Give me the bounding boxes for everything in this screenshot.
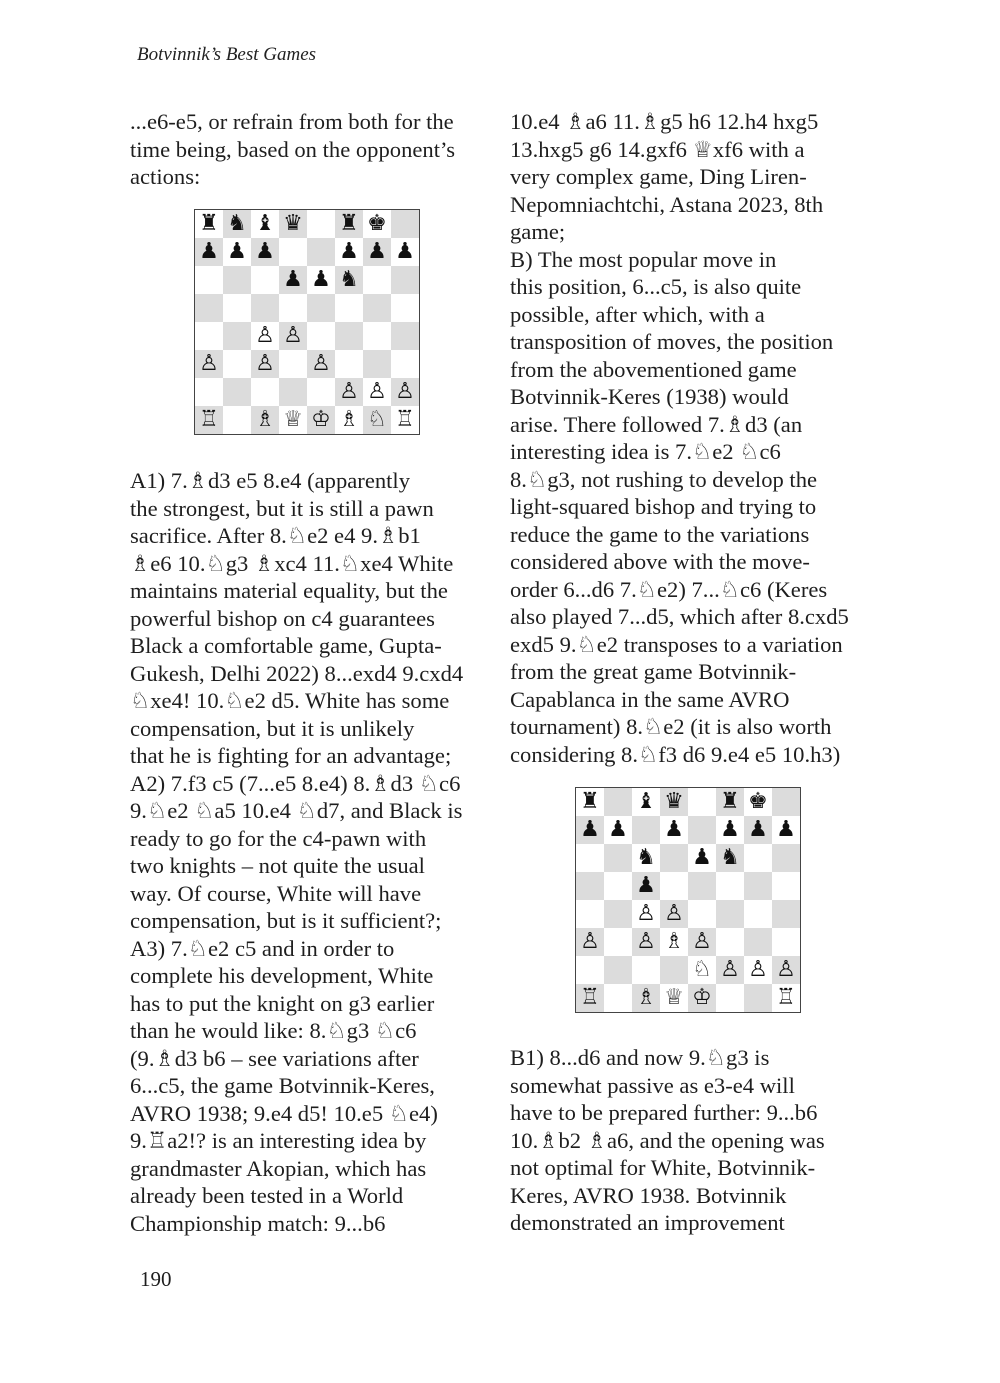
- square-b2: [223, 378, 251, 406]
- square-d8: ♛: [660, 788, 688, 816]
- text-line: A3) 7.♘e2 c5 and in order to: [130, 935, 395, 961]
- square-e6: ♟: [688, 844, 716, 872]
- text-line: Capablanca in the same AVRO: [510, 686, 790, 712]
- text-line: light-squared bishop and trying to: [510, 494, 817, 519]
- square-f4: [335, 322, 363, 350]
- text-line: powerful bishop on c4 guarantees: [130, 605, 435, 631]
- square-d3: ♗: [660, 928, 688, 956]
- square-d7: ♟: [660, 816, 688, 844]
- text-line: ...e6-e5, or refrain from both for the: [130, 109, 454, 134]
- square-c4: ♙: [632, 900, 660, 928]
- square-a6: [195, 266, 223, 294]
- right-column: [510, 108, 872, 768]
- square-g7: ♟: [744, 816, 772, 844]
- square-d2: [279, 378, 307, 406]
- square-f6: ♞: [716, 844, 744, 872]
- text-line: (9.♗d3 b6 – see variations after: [130, 1045, 419, 1071]
- text-line: reduce the game to the variations: [510, 521, 810, 547]
- text-line: way. Of course, White will have: [130, 880, 422, 906]
- square-f2: ♙: [716, 956, 744, 984]
- square-c3: ♙: [251, 350, 279, 378]
- square-h8: [772, 788, 800, 816]
- square-f1: [716, 984, 744, 1012]
- text-line: time being, based on the opponent’s: [130, 136, 456, 162]
- text-line: compensation, but is it sufficient?;: [130, 908, 442, 933]
- left-body-text: [130, 467, 492, 1237]
- square-c2: [251, 378, 279, 406]
- square-h1: ♖: [391, 406, 419, 434]
- square-d4: ♙: [279, 322, 307, 350]
- square-d1: ♕: [660, 984, 688, 1012]
- right-body-text: [510, 108, 872, 768]
- square-c1: ♗: [251, 406, 279, 434]
- square-e3: ♙: [307, 350, 335, 378]
- square-g5: [744, 872, 772, 900]
- square-c1: ♗: [632, 984, 660, 1012]
- square-g2: ♙: [363, 378, 391, 406]
- square-g7: ♟: [363, 238, 391, 266]
- running-head: Botvinnik’s Best Games: [137, 44, 317, 65]
- text-line: B1) 8...d6 and now 9.♘g3 is: [510, 1045, 770, 1070]
- text-line: 9.♘e2 ♘a5 10.e4 ♘d7, and Black is: [130, 798, 463, 823]
- square-d5: [660, 872, 688, 900]
- text-line: Keres, AVRO 1938. Botvinnik: [510, 1182, 787, 1208]
- square-f7: ♟: [335, 238, 363, 266]
- square-g4: [363, 322, 391, 350]
- square-a2: [576, 956, 604, 984]
- square-f4: [716, 900, 744, 928]
- text-line: this position, 6...c5, is also quite: [510, 274, 802, 299]
- text-line: 10.e4 ♗a6 11.♗g5 h6 12.h4 hxg5: [510, 109, 819, 134]
- square-a7: ♟: [195, 238, 223, 266]
- square-h3: [391, 350, 419, 378]
- square-f3: [716, 928, 744, 956]
- square-a7: ♟: [576, 816, 604, 844]
- text-line: from the great game Botvinnik-: [510, 659, 797, 684]
- square-h8: [391, 210, 419, 238]
- square-a8: ♜: [576, 788, 604, 816]
- text-line: not optimal for White, Botvinnik-: [510, 1155, 816, 1180]
- square-e4: [688, 900, 716, 928]
- square-a6: [576, 844, 604, 872]
- text-line: order 6...d6 7.♘e2) 7...♘c6 (Keres: [510, 576, 828, 602]
- text-line: than he would like: 8.♘g3 ♘c6: [130, 1018, 417, 1043]
- square-e4: [307, 322, 335, 350]
- text-line: ready to go for the c4-pawn with: [130, 825, 427, 851]
- chess-diagram-1: [194, 209, 420, 435]
- page-number: 190: [140, 1267, 172, 1291]
- left-intro-text: [130, 108, 492, 191]
- square-b8: [604, 788, 632, 816]
- text-line: A2) 7.f3 c5 (7...e5 8.e4) 8.♗d3 ♘c6: [130, 770, 461, 796]
- text-line: somewhat passive as e3-e4 will: [510, 1072, 795, 1098]
- square-h5: [772, 872, 800, 900]
- text-line: Gukesh, Delhi 2022) 8...exd4 9.cxd4: [130, 660, 464, 686]
- square-e2: [307, 378, 335, 406]
- square-a4: [195, 322, 223, 350]
- text-line: AVRO 1938; 9.e4 d5! 10.e5 ♘e4): [130, 1100, 438, 1126]
- square-c7: [632, 816, 660, 844]
- square-c5: ♟: [632, 872, 660, 900]
- square-b1: [604, 984, 632, 1012]
- square-d1: ♕: [279, 406, 307, 434]
- square-e6: ♟: [307, 266, 335, 294]
- square-d6: [660, 844, 688, 872]
- square-c3: ♙: [632, 928, 660, 956]
- text-line: arise. There followed 7.♗d3 (an: [510, 411, 803, 437]
- text-line: demonstrated an improvement: [510, 1210, 785, 1235]
- square-d6: ♟: [279, 266, 307, 294]
- text-line: ♗e6 10.♘g3 ♗xc4 11.♘xe4 White: [130, 550, 454, 576]
- square-c2: [632, 956, 660, 984]
- square-e7: [307, 238, 335, 266]
- square-b7: ♟: [604, 816, 632, 844]
- text-line: 9.♖a2!? is an interesting idea by: [130, 1128, 427, 1153]
- square-a5: [195, 294, 223, 322]
- square-g6: [363, 266, 391, 294]
- text-line: 10.♗b2 ♗a6, and the opening was: [510, 1127, 825, 1153]
- square-a3: ♙: [576, 928, 604, 956]
- square-a2: [195, 378, 223, 406]
- square-h6: [772, 844, 800, 872]
- text-line: Championship match: 9...b6: [130, 1210, 386, 1236]
- text-line: transposition of moves, the position: [510, 329, 834, 354]
- square-f3: [335, 350, 363, 378]
- square-f5: [716, 872, 744, 900]
- square-c6: ♞: [632, 844, 660, 872]
- text-line: from the abovementioned game: [510, 356, 797, 382]
- text-line: Botvinnik-Keres (1938) would: [510, 384, 789, 409]
- square-e7: [688, 816, 716, 844]
- square-e3: ♙: [688, 928, 716, 956]
- square-f2: ♙: [335, 378, 363, 406]
- square-b6: [223, 266, 251, 294]
- square-h2: ♙: [391, 378, 419, 406]
- square-f5: [335, 294, 363, 322]
- text-line: two knights – not quite the usual: [130, 853, 425, 878]
- text-line: Nepomniachtchi, Astana 2023, 8th: [510, 191, 824, 217]
- square-a1: ♖: [195, 406, 223, 434]
- square-c8: ♝: [251, 210, 279, 238]
- square-h1: ♖: [772, 984, 800, 1012]
- square-g6: [744, 844, 772, 872]
- left-column: [130, 108, 492, 191]
- text-line: considered above with the move-: [510, 549, 810, 574]
- text-line: already been tested in a World: [130, 1183, 404, 1208]
- square-b1: [223, 406, 251, 434]
- chess-diagram-2: [575, 787, 801, 1013]
- text-line: possible, after which, with a: [510, 301, 765, 327]
- square-c7: ♟: [251, 238, 279, 266]
- text-line: maintains material equality, but the: [130, 578, 448, 603]
- text-line: 6...c5, the game Botvinnik-Keres,: [130, 1073, 435, 1098]
- text-line: actions:: [130, 164, 201, 189]
- text-line: very complex game, Ding Liren-: [510, 164, 807, 189]
- text-line: ♘xe4! 10.♘e2 d5. White has some: [130, 688, 450, 713]
- square-e1: ♔: [688, 984, 716, 1012]
- square-g4: [744, 900, 772, 928]
- square-b5: [604, 872, 632, 900]
- text-line: has to put the knight on g3 earlier: [130, 990, 435, 1016]
- square-b2: [604, 956, 632, 984]
- square-g3: [363, 350, 391, 378]
- square-b5: [223, 294, 251, 322]
- square-g1: ♘: [363, 406, 391, 434]
- square-f8: ♜: [716, 788, 744, 816]
- text-line: grandmaster Akopian, which has: [130, 1155, 427, 1181]
- square-h4: [391, 322, 419, 350]
- text-line: 8.♘g3, not rushing to develop the: [510, 466, 818, 492]
- square-f8: ♜: [335, 210, 363, 238]
- square-h5: [391, 294, 419, 322]
- text-line: also played 7...d5, which after 8.cxd5: [510, 604, 849, 629]
- square-g8: ♚: [744, 788, 772, 816]
- text-line: complete his development, White: [130, 963, 434, 988]
- text-line: interesting idea is 7.♘e2 ♘c6: [510, 439, 781, 464]
- square-g2: ♙: [744, 956, 772, 984]
- square-d5: [279, 294, 307, 322]
- text-line: have to be prepared further: 9...b6: [510, 1100, 818, 1125]
- square-e1: ♔: [307, 406, 335, 434]
- right-after-text: [510, 1044, 872, 1237]
- square-f1: ♗: [335, 406, 363, 434]
- square-e5: [307, 294, 335, 322]
- text-line: A1) 7.♗d3 e5 8.e4 (apparently: [130, 468, 410, 493]
- square-h3: [772, 928, 800, 956]
- square-e2: ♘: [688, 956, 716, 984]
- square-g1: [744, 984, 772, 1012]
- square-a5: [576, 872, 604, 900]
- square-d2: [660, 956, 688, 984]
- square-c4: ♙: [251, 322, 279, 350]
- square-e5: [688, 872, 716, 900]
- square-d4: ♙: [660, 900, 688, 928]
- text-line: tournament) 8.♘e2 (it is also worth: [510, 714, 832, 739]
- text-line: sacrifice. After 8.♘e2 e4 9.♗b1: [130, 523, 421, 548]
- square-c5: [251, 294, 279, 322]
- text-line: compensation, but it is unlikely: [130, 715, 415, 741]
- square-h4: [772, 900, 800, 928]
- text-line: game;: [510, 219, 566, 244]
- square-h2: ♙: [772, 956, 800, 984]
- square-e8: [307, 210, 335, 238]
- square-b8: ♞: [223, 210, 251, 238]
- square-a3: ♙: [195, 350, 223, 378]
- left-column-body: [130, 467, 492, 1237]
- square-d3: [279, 350, 307, 378]
- text-line: considering 8.♘f3 d6 9.e4 e5 10.h3): [510, 741, 841, 767]
- text-line: exd5 9.♘e2 transposes to a variation: [510, 631, 843, 657]
- square-f6: ♞: [335, 266, 363, 294]
- square-a1: ♖: [576, 984, 604, 1012]
- square-b3: [223, 350, 251, 378]
- square-h7: ♟: [391, 238, 419, 266]
- right-column-after: [510, 1044, 872, 1237]
- square-b4: [223, 322, 251, 350]
- square-d8: ♛: [279, 210, 307, 238]
- square-g8: ♚: [363, 210, 391, 238]
- chess-board: [194, 209, 420, 435]
- square-b6: [604, 844, 632, 872]
- square-d7: [279, 238, 307, 266]
- text-line: that he is fighting for an advantage;: [130, 743, 452, 768]
- square-b3: [604, 928, 632, 956]
- square-e8: [688, 788, 716, 816]
- square-c8: ♝: [632, 788, 660, 816]
- square-g5: [363, 294, 391, 322]
- square-a8: ♜: [195, 210, 223, 238]
- square-a4: [576, 900, 604, 928]
- square-f7: ♟: [716, 816, 744, 844]
- text-line: B) The most popular move in: [510, 246, 777, 272]
- square-b4: [604, 900, 632, 928]
- square-h7: ♟: [772, 816, 800, 844]
- square-h6: [391, 266, 419, 294]
- text-line: Black a comfortable game, Gupta-: [130, 633, 442, 658]
- square-g3: [744, 928, 772, 956]
- square-c6: [251, 266, 279, 294]
- chess-board: [575, 787, 801, 1013]
- text-line: 13.hxg5 g6 14.gxf6 ♕xf6 with a: [510, 136, 805, 162]
- square-b7: ♟: [223, 238, 251, 266]
- text-line: the strongest, but it is still a pawn: [130, 495, 434, 521]
